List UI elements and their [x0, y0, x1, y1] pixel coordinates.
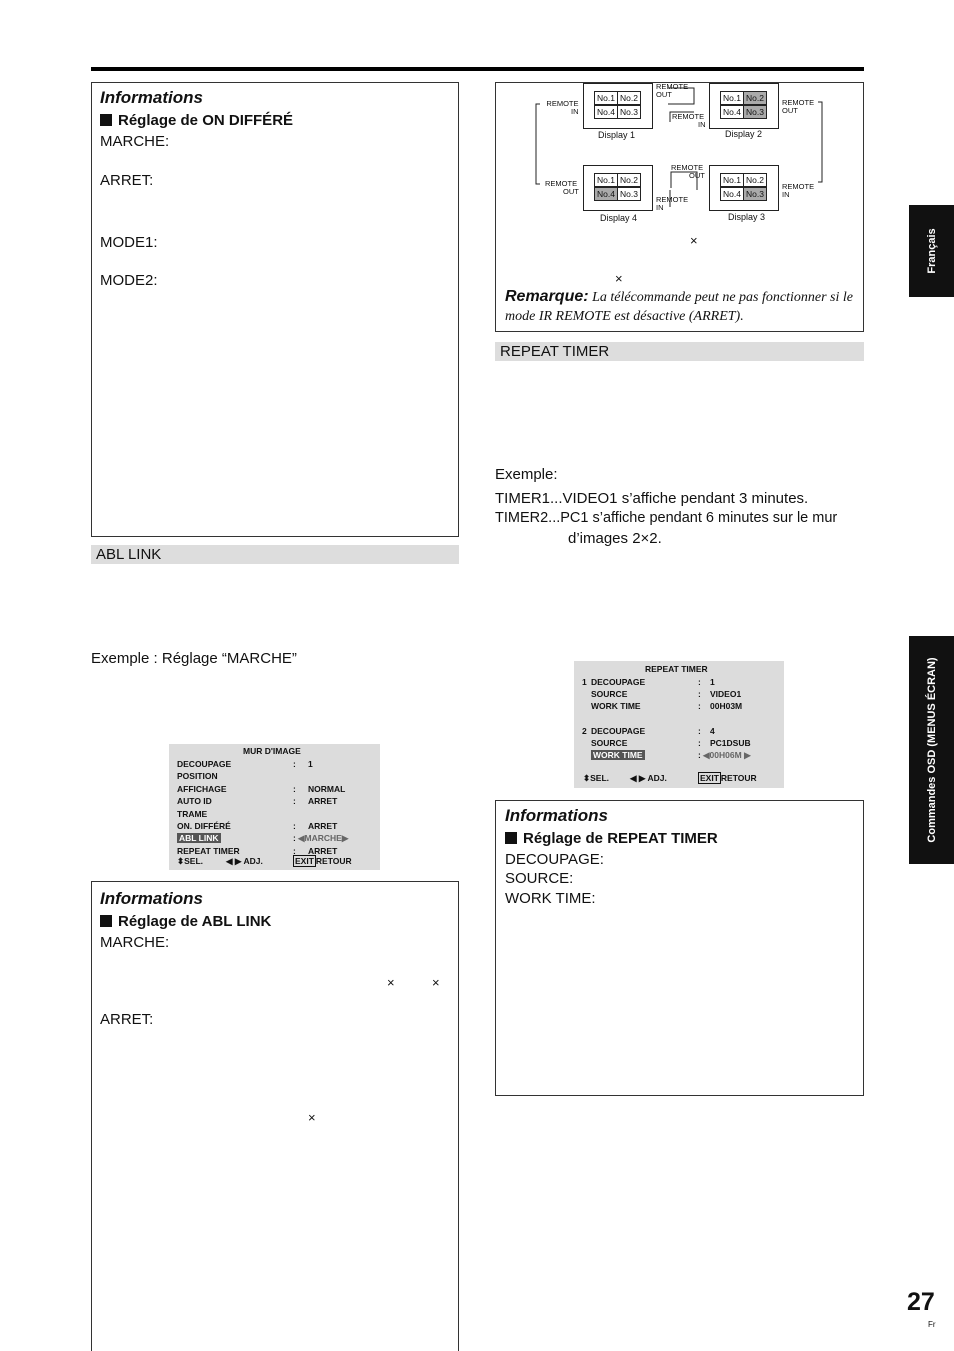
display-cell: No.3: [743, 105, 767, 119]
osd-row-value: ARRET: [308, 796, 338, 807]
osd-row-value: 1: [710, 677, 715, 687]
section-bar-repeat-timer: REPEAT TIMER: [495, 342, 864, 361]
display-cell: No.4: [594, 187, 618, 201]
repeat-timer2-cont: d’images 2×2.: [568, 530, 662, 547]
osd-repeat-timer: [574, 661, 784, 788]
up-down-icon: ⬍: [583, 773, 591, 783]
osd-row-label: ABL LINK: [179, 833, 219, 844]
left-right-icon: ◀ ▶: [630, 773, 646, 783]
osd-row-colon: :: [293, 821, 296, 831]
repeat-timer1: TIMER1...VIDEO1 s’affiche pendant 3 minutes.: [495, 490, 809, 507]
osd-row-label: TRAME: [177, 808, 208, 819]
side-tab-section: Commandes OSD (MENUS ÉCRAN): [909, 636, 954, 864]
osd-row-label: SOURCE: [591, 738, 628, 748]
osd-footer-sel: ⬍SEL.: [177, 856, 204, 866]
osd-row-colon: :: [293, 833, 296, 844]
osd-footer-adj: ◀ ▶ ADJ.: [630, 773, 667, 783]
label-mode1: MODE1:: [100, 234, 158, 251]
abl-example: Exemple : Réglage “MARCHE”: [91, 650, 297, 667]
osd-row-label: POSITION: [177, 771, 218, 782]
side-tab-language: Français: [909, 205, 954, 297]
display-cell: No.3: [617, 187, 641, 201]
osd-row-value: NORMAL: [308, 783, 346, 794]
osd-row-label: DECOUPAGE: [177, 759, 232, 769]
osd-row-num: 1: [582, 677, 587, 687]
osd-row-colon: :: [698, 726, 701, 736]
display-label: Display 2: [725, 129, 763, 139]
display-cell: No.1: [720, 173, 744, 187]
display-cell: No.1: [594, 173, 618, 187]
cross-symbol: ×: [432, 975, 440, 990]
info-subtitle: Réglage de ABL LINK: [100, 913, 271, 930]
osd-row-value: 00H03M: [710, 701, 743, 711]
osd-title: REPEAT TIMER: [645, 664, 708, 674]
up-down-icon: ⬍: [177, 856, 185, 866]
display-cell: No.1: [594, 91, 618, 105]
osd-row-value: 1: [308, 759, 313, 769]
info-subtitle: Réglage de ON DIFFÉRÉ: [100, 112, 293, 129]
top-rule: [91, 67, 864, 71]
display-cell: No.4: [720, 105, 744, 119]
osd-row-value: ARRET: [308, 821, 338, 831]
label-remote-out: REMOTE OUT: [671, 163, 705, 180]
display-cell: No.3: [617, 105, 641, 119]
info-box-abl: [91, 881, 459, 1351]
osd-row-colon: :: [698, 750, 701, 760]
arrow-left-icon: ◀: [298, 833, 305, 844]
label-remote-out: REMOTE OUT: [545, 179, 579, 196]
osd-row-colon: :: [698, 677, 701, 687]
osd-row-value: ARRET: [308, 845, 338, 856]
osd-row-value: ◀00H06M ▶: [703, 750, 751, 760]
repeat-example: Exemple:: [495, 466, 558, 483]
label-remote-in: REMOTE IN: [782, 182, 815, 199]
section-bar-abl-link: ABL LINK: [91, 545, 459, 564]
osd-row-value: VIDEO1: [710, 689, 742, 699]
display-cell: No.3: [743, 187, 767, 201]
square-bullet-icon: [505, 832, 517, 844]
label-mode2: MODE2:: [100, 272, 158, 289]
osd-row-label: WORK TIME: [593, 750, 643, 760]
osd-title: MUR D'IMAGE: [243, 746, 301, 756]
osd-row-label: DECOUPAGE: [591, 726, 646, 736]
osd-row-value: PC1DSUB: [710, 738, 751, 748]
osd-footer-adj: ◀ ▶ ADJ.: [226, 856, 263, 866]
osd-footer-sel: ⬍SEL.: [583, 773, 610, 783]
label-remote-in: REMOTE IN: [672, 112, 706, 129]
osd-row-colon: :: [293, 796, 296, 807]
label-arret: ARRET:: [100, 1011, 154, 1028]
square-bullet-icon: [100, 915, 112, 927]
osd-row-colon: :: [293, 759, 296, 769]
osd-row-num: 2: [582, 726, 587, 736]
osd-row-label: ON. DIFFÉRÉ: [177, 821, 231, 831]
info-title: Informations: [100, 88, 203, 107]
osd-row-colon: :: [698, 689, 701, 699]
label-decoupage: DECOUPAGE:: [505, 851, 604, 868]
info-box-delay: [91, 82, 459, 537]
osd-mur-image: [169, 744, 380, 870]
display-cell: No.4: [720, 187, 744, 201]
cross-symbol: ×: [690, 233, 698, 248]
label-worktime: WORK TIME:: [505, 890, 596, 907]
square-bullet-icon: [100, 114, 112, 126]
display-cell: No.2: [743, 91, 767, 105]
display-cell: No.2: [617, 91, 641, 105]
display-cell: No.2: [743, 173, 767, 187]
label-remote-out: REMOTE OUT: [782, 98, 815, 115]
info-title: Informations: [100, 889, 203, 908]
page-lang: Fr: [928, 1320, 936, 1329]
label-remote-in: REMOTE IN: [546, 99, 579, 116]
osd-row-colon: :: [698, 701, 701, 711]
label-source: SOURCE:: [505, 870, 574, 887]
osd-row-value: ◀MARCHE▶: [298, 833, 349, 844]
osd-row-colon: :: [293, 845, 296, 856]
display-cell: No.1: [720, 91, 744, 105]
cross-symbol: ×: [308, 1110, 316, 1125]
osd-footer-exit: EXIT RETOUR: [700, 773, 757, 783]
display-label: Display 4: [600, 213, 638, 223]
osd-row-label: DECOUPAGE: [591, 677, 646, 687]
label-remote-out: REMOTE OUT: [656, 82, 689, 99]
display-cell: No.2: [617, 173, 641, 187]
arrow-left-icon: ◀: [703, 750, 710, 760]
osd-footer-exit: EXIT RETOUR: [295, 856, 352, 866]
cross-symbol: ×: [615, 271, 623, 286]
info-title: Informations: [505, 806, 608, 825]
osd-row-label: SOURCE: [591, 689, 628, 699]
label-marche: MARCHE:: [100, 934, 170, 951]
remarque-note: Remarque: La télécommande peut ne pas fonctionner si le mode IR REMOTE est désactive (ARRET).: [505, 288, 853, 324]
osd-row-colon: :: [293, 783, 296, 794]
label-marche: MARCHE:: [100, 133, 170, 150]
display-label: Display 3: [728, 212, 766, 222]
osd-row-value: 4: [710, 726, 715, 736]
osd-row-label: AFFICHAGE: [177, 783, 227, 794]
osd-row-label: REPEAT TIMER: [177, 845, 240, 856]
repeat-timer2: TIMER2...PC1 s’affiche pendant 6 minutes sur le mur: [495, 510, 838, 526]
arrow-right-icon: ▶: [744, 750, 751, 760]
left-right-icon: ◀ ▶: [226, 856, 242, 866]
remarque-label: Remarque:: [505, 288, 589, 305]
arrow-right-icon: ▶: [341, 833, 349, 844]
display-label: Display 1: [598, 130, 636, 140]
display-cell: No.4: [594, 105, 618, 119]
osd-row-label: WORK TIME: [591, 701, 641, 711]
label-arret: ARRET:: [100, 172, 154, 189]
cross-symbol: ×: [387, 975, 395, 990]
info-subtitle: Réglage de REPEAT TIMER: [505, 830, 718, 847]
label-remote-in: REMOTE IN: [656, 195, 689, 212]
osd-row-colon: :: [698, 738, 701, 748]
page-number: 27: [907, 1288, 935, 1316]
osd-row-label: AUTO ID: [177, 796, 212, 807]
